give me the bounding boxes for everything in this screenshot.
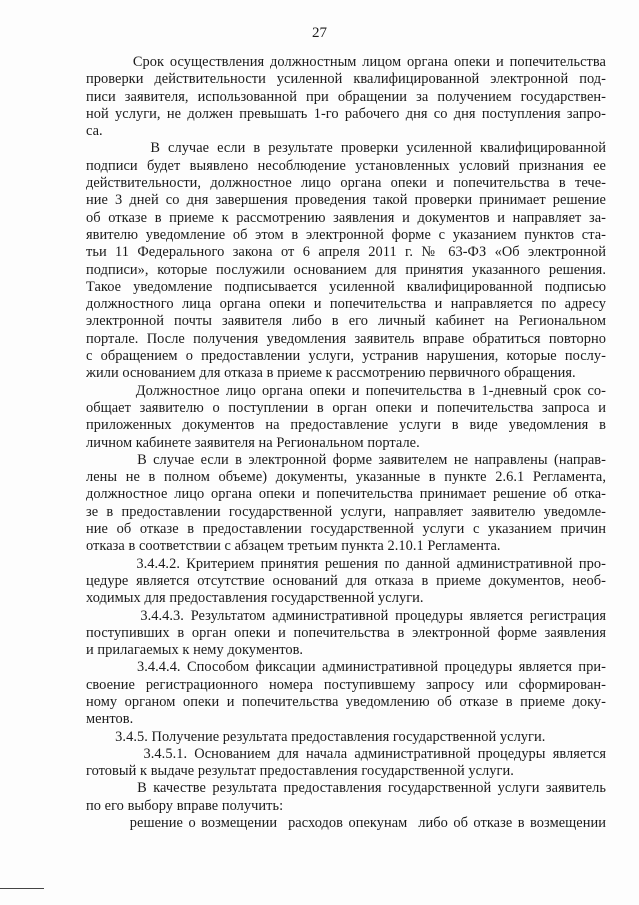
text-line: Должностное лицо органа опеки и попечительства в 1-дневный срок со-: [86, 382, 606, 399]
text-line: ной услуги, не должен превышать 1-го рабочего дня со дня поступления запро-: [86, 105, 606, 122]
text-line: поступивших в орган опеки и попечительства в электронной форме заявления: [86, 624, 606, 641]
page-number: 27: [312, 25, 327, 41]
text-line: об отказе в приеме к рассмотрению заявления и документов и направляет за-: [86, 209, 606, 226]
text-line: тьи 11 Федерального закона от 6 апреля 2011 г. № 63-ФЗ «Об электронной: [86, 244, 606, 261]
text-line: портале. После получения уведомления заявитель вправе обратиться повторно: [86, 330, 606, 347]
text-line: писи заявителя, использованной при обращении за получением государствен-: [86, 88, 606, 105]
text-line: по его выбору вправе получить:: [86, 797, 284, 814]
text-line: ходимых для предоставления государственной услуги.: [86, 590, 424, 607]
text-line: проверки действительности усиленной квалифицированной электронной под-: [86, 71, 606, 88]
text-line: электронной почты заявителя либо в его личный кабинет на Региональном: [86, 313, 606, 330]
text-line: действительности, должностное лицо органа опеки и попечительства в тече-: [86, 175, 606, 192]
text-line: В случае если в результате проверки усиленной квалифицированной: [86, 140, 606, 157]
text-line: своение регистрационного номера поступившему запросу или сформирован-: [86, 676, 606, 693]
text-line: и прилагаемых к нему документов.: [86, 642, 304, 659]
text-line: готовый к выдаче результат предоставления государственной услуги.: [86, 763, 514, 780]
text-line: В случае если в электронной форме заявителем не направлены (направ-: [86, 451, 606, 468]
text-line: зе в предоставлении государственной услуги, направляет заявителю уведомле-: [86, 503, 606, 520]
text-line: Такое уведомление подписывается усиленной квалифицированной подписью: [86, 278, 606, 295]
text-line: 3.4.4.2. Критерием принятия решения по данной административной про-: [86, 555, 606, 572]
document-body: [86, 54, 606, 832]
text-line: личном кабинете заявителя на Региональном портале.: [86, 434, 420, 451]
text-line: ментов.: [86, 711, 134, 728]
text-line: жили основанием для отказа в приеме к рассмотрению первичного обращения.: [86, 365, 576, 382]
text-line: с обращением о предоставлении услуги, устранив нарушения, которые послу-: [86, 348, 606, 365]
text-line: Срок осуществления должностным лицом органа опеки и попечительства: [86, 54, 606, 70]
text-line: цедуре является отсутствие оснований для отказа в приеме документов, необ-: [86, 572, 606, 589]
text-line: отказа в соответствии с абзацем третьим пункта 2.10.1 Регламента.: [86, 538, 501, 555]
text-line: 3.4.4.3. Результатом административной процедуры является регистрация: [86, 607, 606, 624]
text-line: должностного лица органа опеки и попечительства и направляется по адресу: [86, 296, 606, 313]
text-line: ние 3 дней со дня завершения проведения такой проверки принимает решение: [86, 192, 606, 209]
text-line: В качестве результата предоставления государственной услуги заявитель: [86, 780, 606, 797]
text-line: ному органом опеки и попечительства уведомлению об отказе в приеме доку-: [86, 693, 606, 710]
text-line: подписи», которые послужили основанием для принятия указанного решения.: [86, 261, 606, 278]
text-line: должностное лицо органа опеки и попечительства принимает решение об отка-: [86, 486, 606, 503]
text-line: явителю уведомление об этом в электронной форме с указанием пунктов ста-: [86, 226, 606, 243]
text-line: 3.4.4.4. Способом фиксации административной процедуры является при-: [86, 659, 606, 676]
text-line: общает заявителю о поступлении в орган опеки и попечительства запроса и: [86, 399, 606, 416]
text-line: лены не в полном объеме) документы, указанные в пункте 2.6.1 Регламента,: [86, 469, 606, 486]
footnote-rule: [0, 888, 44, 889]
text-line: 3.4.5. Получение результата предоставления государственной услуги.: [86, 728, 546, 745]
text-line: ние об отказе в предоставлении государственной услуги с указанием причин: [86, 521, 606, 538]
text-line: подписи будет выявлено несоблюдение установленных условий признания ее: [86, 157, 606, 174]
text-line: решение о возмещении расходов опекунам либо об отказе в возмещении: [86, 815, 606, 832]
text-line: са.: [86, 123, 103, 140]
text-line: 3.4.5.1. Основанием для начала административной процедуры является: [86, 745, 606, 762]
text-line: приложенных документов на предоставление услуги в виде уведомления в: [86, 417, 606, 434]
